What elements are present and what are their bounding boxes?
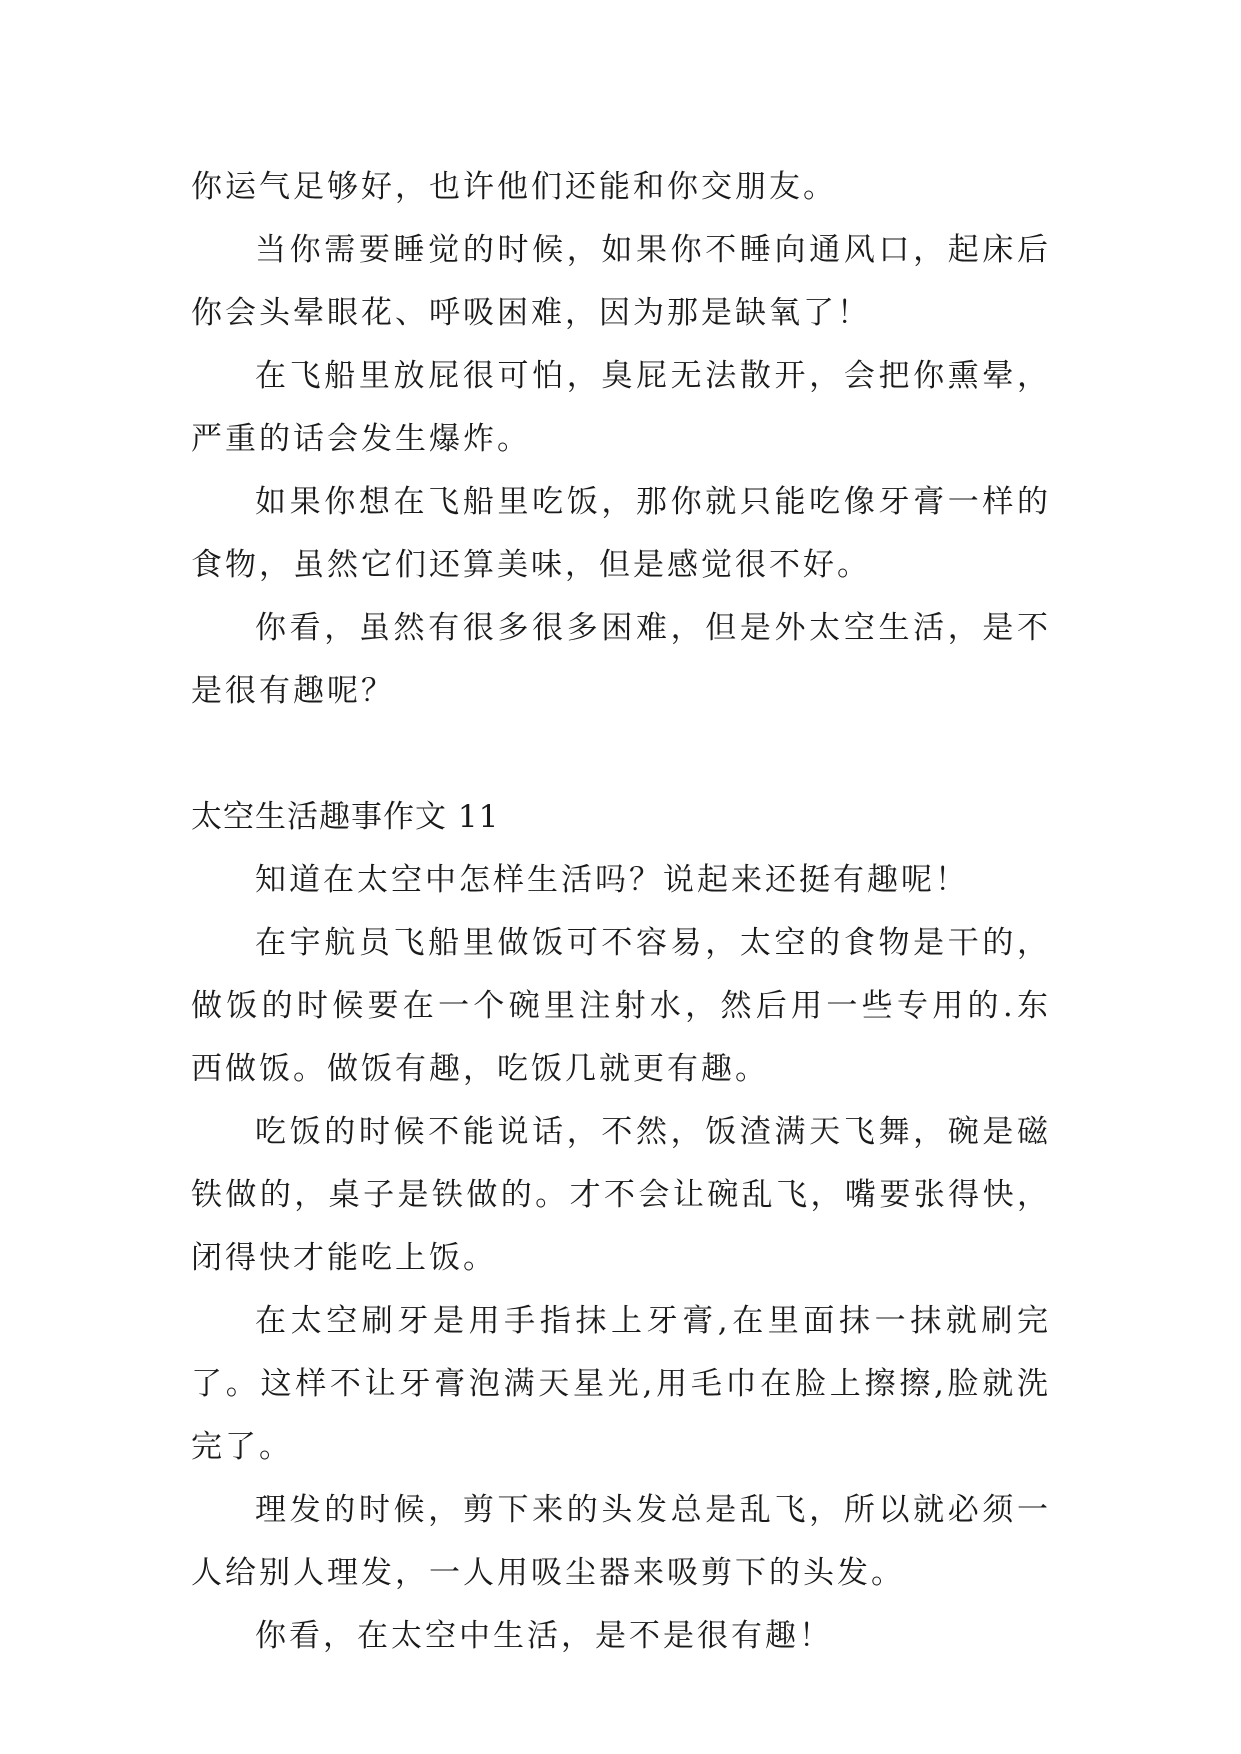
paragraph: 在飞船里放屁很可怕，臭屁无法散开，会把你熏晕，严重的话会发生爆炸。 [191,358,1051,457]
paragraph: 如果你想在飞船里吃饭，那你就只能吃像牙膏一样的食物，虽然它们还算美味，但是感觉很不好。 [191,484,1051,583]
document-body [191,156,1051,1668]
paragraph: 当你需要睡觉的时候，如果你不睡向通风口，起床后你会头晕眼花、呼吸困难，因为那是缺氧了！ [191,232,1051,331]
paragraph: 在宇航员飞船里做饭可不容易，太空的食物是干的，做饭的时候要在一个碗里注射水，然后用一些专用的.东西做饭。做饭有趣，吃饭几就更有趣。 [191,925,1051,1087]
paragraph: 吃饭的时候不能说话，不然，饭渣满天飞舞，碗是磁铁做的，桌子是铁做的。才不会让碗乱飞，嘴要张得快，闭得快才能吃上饭。 [191,1114,1051,1276]
paragraph: 理发的时候，剪下来的头发总是乱飞，所以就必须一人给别人理发，一人用吸尘器来吸剪下的头发。 [191,1492,1051,1591]
section-spacer [191,723,1051,786]
paragraph: 在太空刷牙是用手指抹上牙膏,在里面抹一抹就刷完了。这样不让牙膏泡满天星光,用毛巾在脸上擦擦,脸就洗完了。 [191,1303,1051,1465]
paragraph: 你运气足够好，也许他们还能和你交朋友。 [191,169,837,205]
paragraph: 你看，在太空中生活，是不是很有趣！ [255,1618,833,1654]
section-title: 太空生活趣事作文 11 [191,799,500,835]
paragraph: 知道在太空中怎样生活吗？说起来还挺有趣呢！ [255,862,969,898]
paragraph: 你看，虽然有很多很多困难，但是外太空生活，是不是很有趣呢？ [191,610,1051,709]
